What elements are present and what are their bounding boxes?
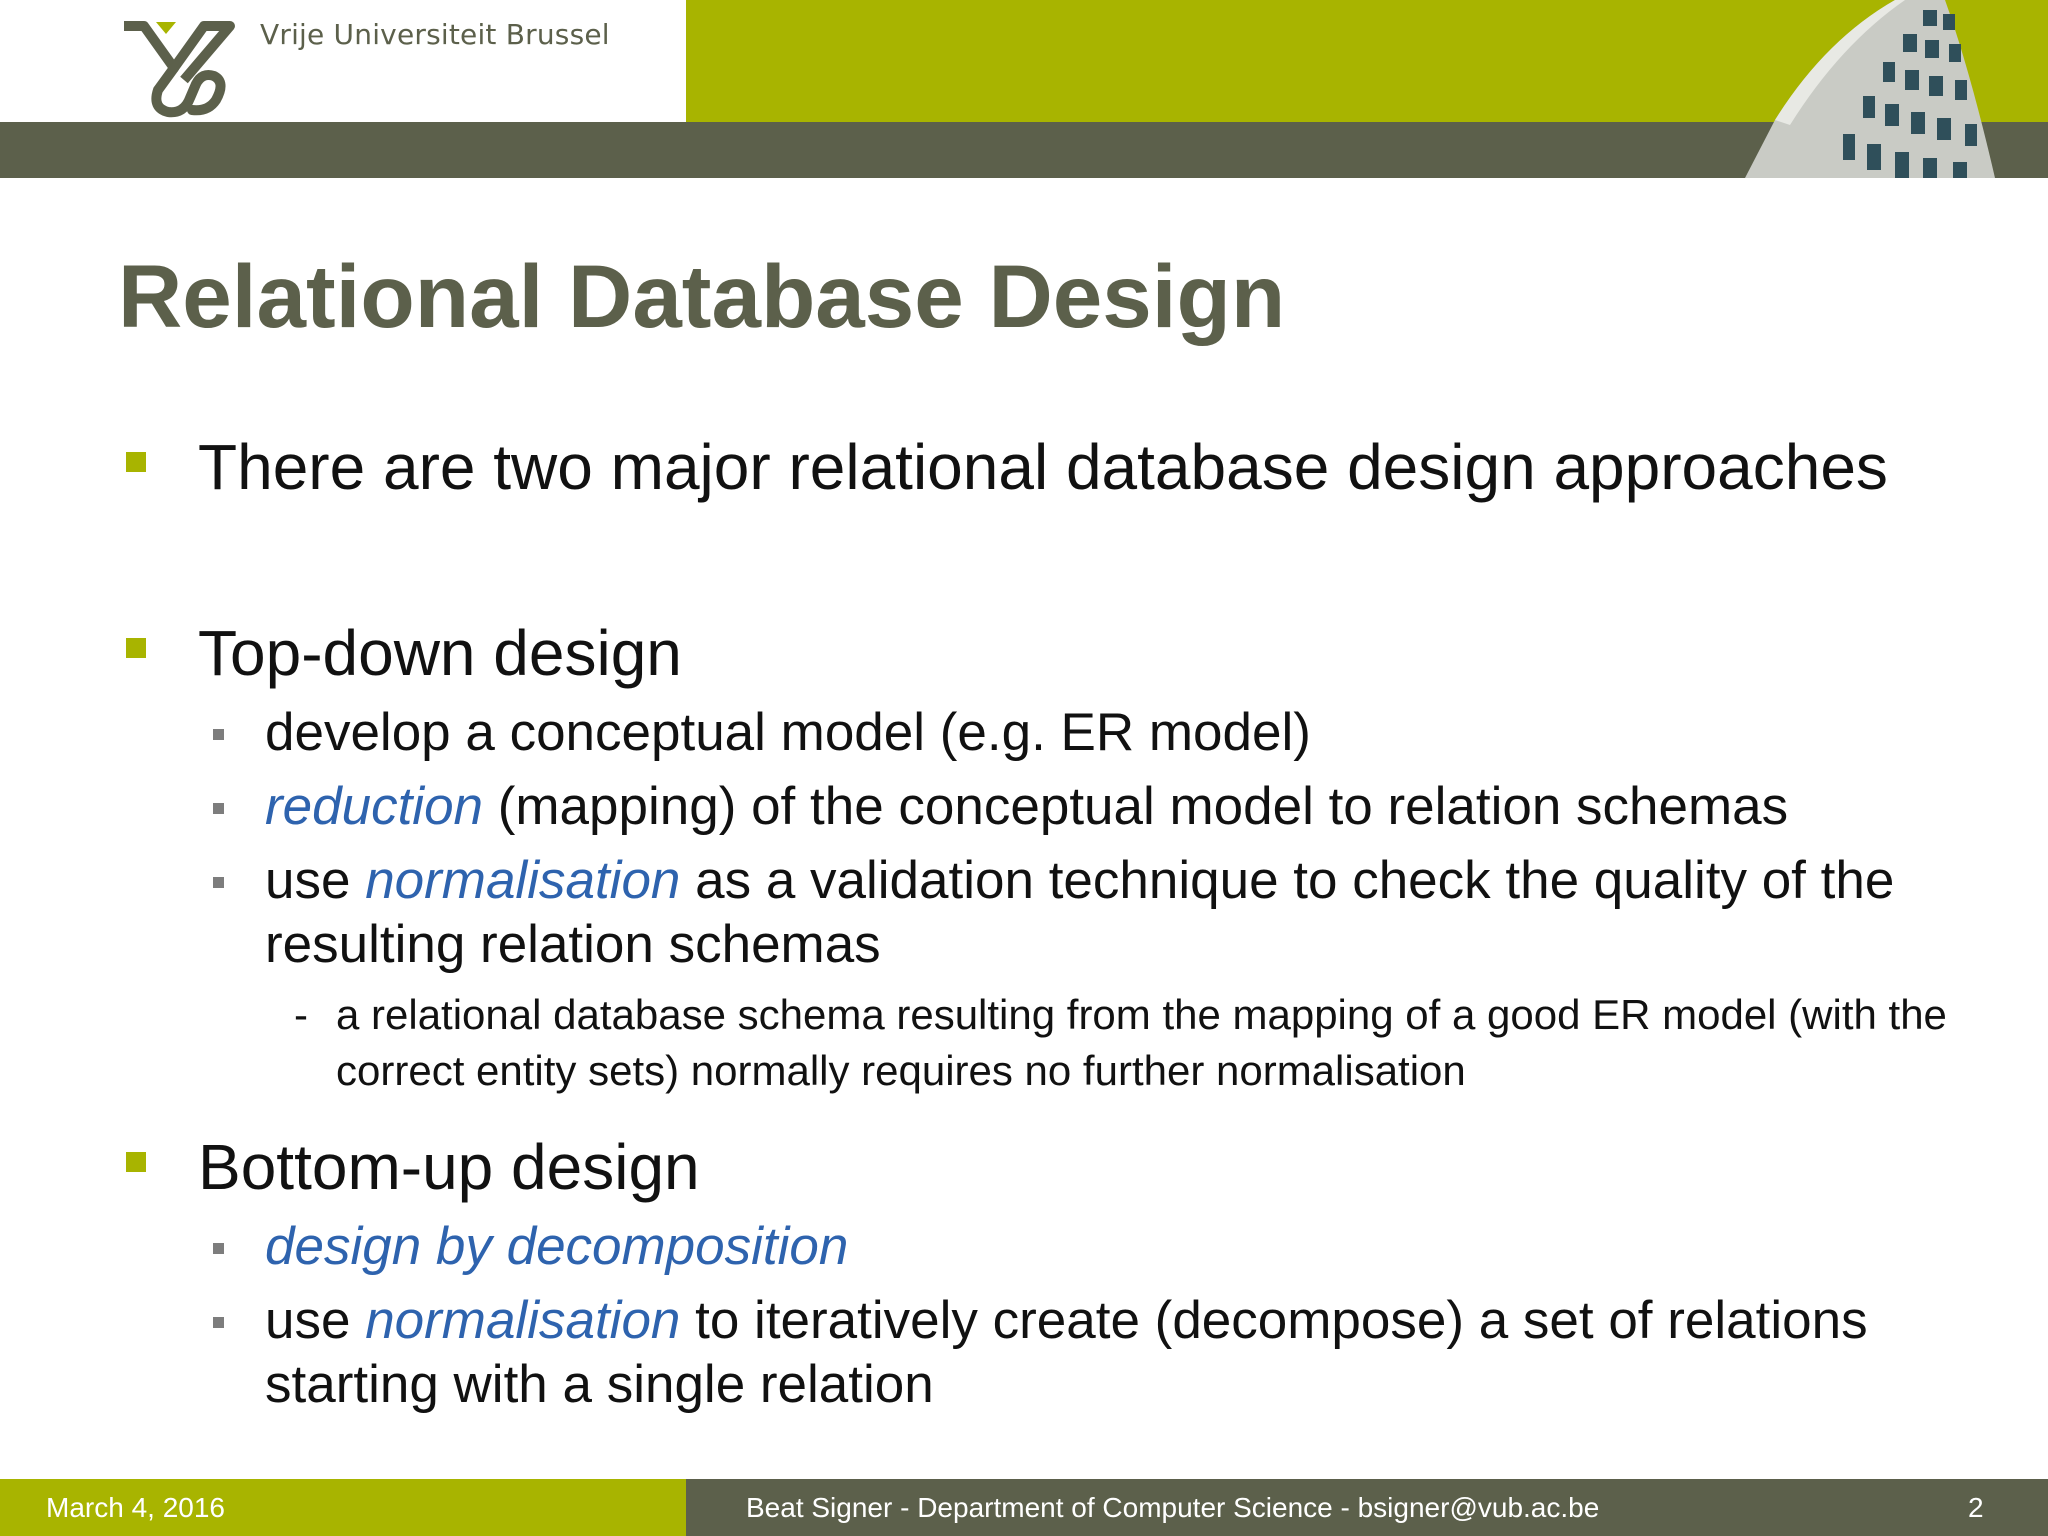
level3-dash-marker: - [294,991,308,1038]
bullet-reduction [265,775,1955,839]
page-number: 2 [1968,1492,1984,1523]
bullet-normalisation-text: as a validation technique to check the quality of the resulting relation schemas [265,851,1895,974]
level1-bullet-marker [126,452,146,472]
bullet-er-mapping-note: a relational database schema resulting from the mapping of a good ER model (with the correct entity sets) normally requires no further normalisation [336,991,1947,1094]
emphasis-normalisation: normalisation [365,851,681,910]
bullet-iterative-text: to iteratively create (decompose) a set of relations starting with a single relation [265,1291,1868,1414]
bullet-normalisation-iterative [265,1289,1955,1417]
bullet-top-down: Top-down design [198,617,682,689]
level2-bullet-marker [213,729,224,740]
bullet-normalisation-validation [265,849,1955,977]
bullet-bottom-up: Bottom-up design [198,1131,700,1203]
level2-bullet-marker [213,877,224,888]
slide-footer [0,1479,2048,1536]
bullet-text-prefix: use [265,1291,366,1350]
level1-bullet-marker [126,638,146,658]
bullet-conceptual-model: develop a conceptual model (e.g. ER model) [265,703,1311,762]
slide-header [0,0,2048,178]
footer-author: Beat Signer - Department of Computer Science - bsigner@vub.ac.be [746,1492,1600,1523]
bullet-reduction-text: (mapping) of the conceptual model to relation schemas [483,777,1789,836]
building-photo-icon [1745,0,2005,178]
level2-bullet-marker [213,803,224,814]
footer-date: March 4, 2016 [46,1492,225,1523]
slide-title: Relational Database Design [118,246,1286,346]
header-olive-band [0,122,2048,178]
bullet-design-by-decomposition: design by decomposition [265,1217,849,1276]
bullet-text-prefix: use [265,851,366,910]
level2-bullet-marker [213,1317,224,1328]
level1-bullet-marker [126,1152,146,1172]
university-name: Vrije Universiteit Brussel [260,18,610,51]
level2-bullet-marker [213,1243,224,1254]
emphasis-reduction: reduction [265,777,484,836]
vub-logo-icon [118,18,238,118]
emphasis-normalisation: normalisation [365,1291,681,1350]
bullet-two-approaches: There are two major relational database design approaches [198,431,1888,503]
